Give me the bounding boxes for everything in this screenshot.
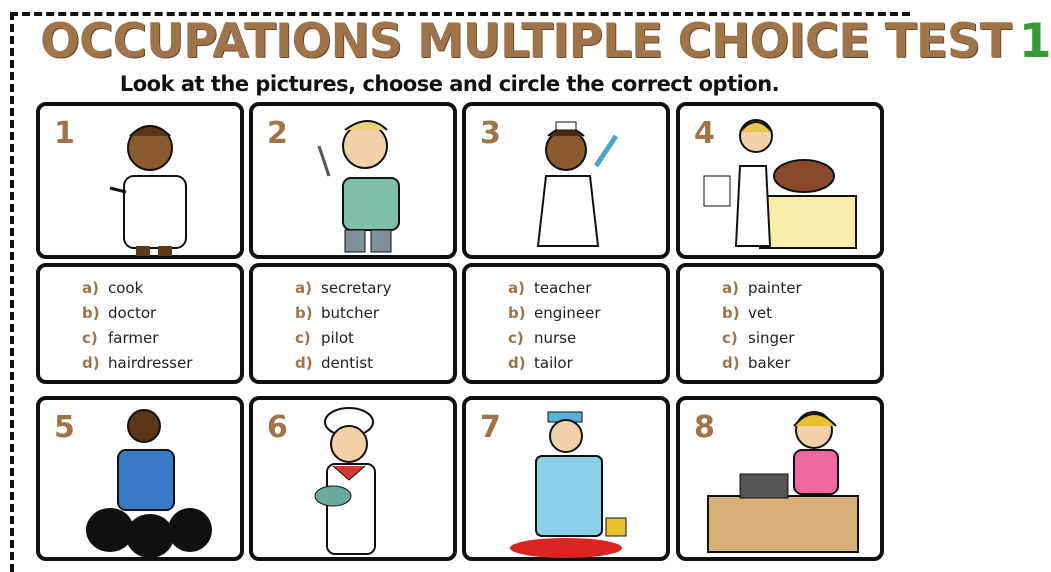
options-card-2 bbox=[249, 263, 457, 384]
option-a[interactable]: a) secretary bbox=[295, 279, 392, 297]
picture-number: 8 bbox=[694, 410, 715, 445]
picture-card-5 bbox=[36, 396, 244, 561]
option-list bbox=[722, 279, 802, 379]
doctor-figure-icon bbox=[40, 106, 240, 256]
page-title bbox=[40, 14, 1051, 74]
option-d[interactable]: d) hairdresser bbox=[82, 354, 193, 372]
option-c[interactable]: c) nurse bbox=[508, 329, 577, 347]
picture-card-8 bbox=[676, 396, 884, 561]
option-b[interactable]: b) doctor bbox=[82, 304, 157, 322]
picture-number: 3 bbox=[480, 116, 501, 151]
option-b[interactable]: b) vet bbox=[722, 304, 772, 322]
option-a[interactable]: a) teacher bbox=[508, 279, 592, 297]
nurse-figure-icon bbox=[466, 106, 666, 256]
picture-number: 5 bbox=[54, 410, 75, 445]
title-text: OCCUPATIONS MULTIPLE CHOICE TEST bbox=[40, 14, 1011, 69]
option-d[interactable]: d) dentist bbox=[295, 354, 374, 372]
picture-number: 4 bbox=[694, 116, 715, 151]
singer-figure-icon bbox=[40, 400, 240, 560]
instruction-text: Look at the pictures, choose and circle the correct option. bbox=[119, 72, 780, 96]
option-c[interactable]: c) farmer bbox=[82, 329, 159, 347]
options-card-3 bbox=[462, 263, 670, 384]
vet-figure-icon bbox=[680, 106, 880, 256]
options-card-1 bbox=[36, 263, 244, 384]
option-a[interactable]: a) cook bbox=[82, 279, 144, 297]
picture-card-6 bbox=[249, 396, 457, 561]
option-c[interactable]: c) pilot bbox=[295, 329, 354, 347]
option-a[interactable]: a) painter bbox=[722, 279, 802, 297]
option-b[interactable]: b) butcher bbox=[295, 304, 380, 322]
picture-card-7 bbox=[462, 396, 670, 561]
picture-number: 6 bbox=[267, 410, 288, 445]
option-b[interactable]: b) engineer bbox=[508, 304, 601, 322]
dentist-figure-icon bbox=[253, 106, 453, 256]
option-c[interactable]: c) singer bbox=[722, 329, 795, 347]
option-list bbox=[82, 279, 192, 379]
option-list bbox=[295, 279, 391, 379]
picture-card-3 bbox=[462, 102, 670, 259]
picture-number: 1 bbox=[54, 116, 75, 151]
picture-number: 2 bbox=[267, 116, 288, 151]
baker-figure-icon bbox=[253, 400, 453, 560]
painter-figure-icon bbox=[466, 400, 666, 560]
options-card-4 bbox=[676, 263, 884, 384]
option-d[interactable]: d) baker bbox=[722, 354, 791, 372]
secretary-figure-icon bbox=[680, 400, 880, 560]
picture-card-2 bbox=[249, 102, 457, 259]
title-number: 1 bbox=[1018, 14, 1051, 69]
option-d[interactable]: d) tailor bbox=[508, 354, 573, 372]
picture-card-4 bbox=[676, 102, 884, 259]
picture-card-1 bbox=[36, 102, 244, 259]
picture-number: 7 bbox=[480, 410, 501, 445]
option-list bbox=[508, 279, 601, 379]
